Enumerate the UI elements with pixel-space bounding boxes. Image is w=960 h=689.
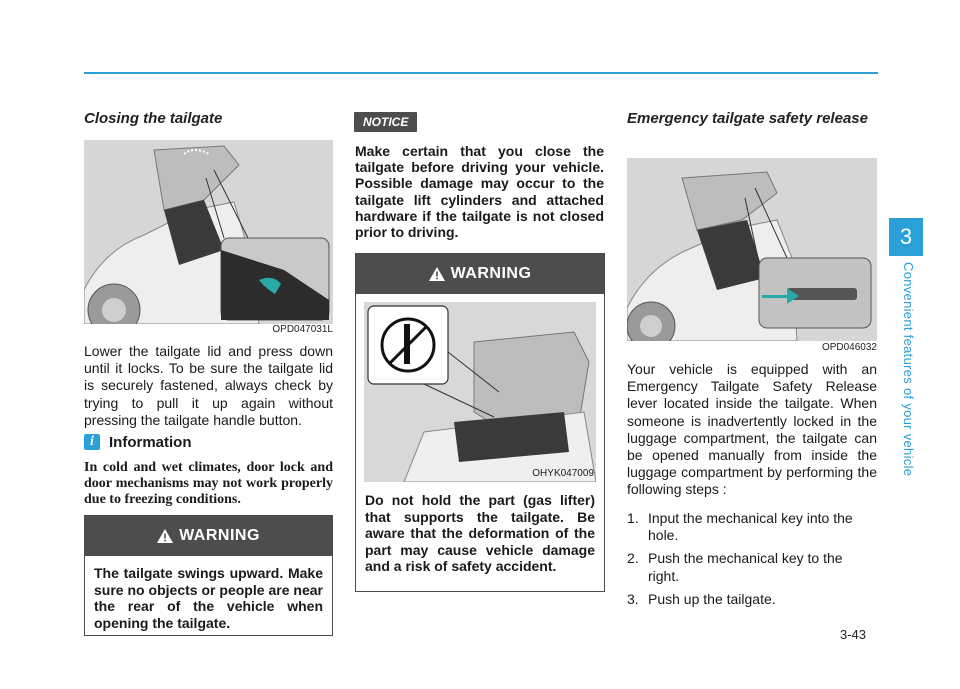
section-heading-closing-tailgate: Closing the tailgate [84, 110, 223, 127]
information-label: Information [109, 434, 192, 451]
figure-gas-lifter [364, 302, 596, 482]
emergency-release-illustration [627, 158, 877, 341]
car-tailgate-illustration [84, 140, 333, 324]
step-item: 1. Input the mechanical key into the hole. [627, 510, 853, 544]
warning-triangle-icon [157, 529, 173, 543]
chapter-number-tab: 3 [889, 218, 923, 256]
closing-tailgate-body: Lower the tailgate lid and press down until it locks. To be sure the tailgate lid is securely fastened, always check by trying to pull it up again without pressing the tailgate handle button. [84, 343, 333, 428]
information-text: In cold and wet climates, door lock and door mechanisms may not work properly due to freezing conditions. [84, 460, 333, 507]
warning-label: WARNING [179, 527, 260, 544]
notice-badge: NOTICE [354, 112, 417, 132]
chapter-title: Convenient features of your vehicle [901, 262, 916, 477]
figure-code-1: OPD047031L [272, 324, 333, 335]
information-icon: i [84, 434, 100, 450]
figure-code-2: OHYK047009 [532, 468, 594, 479]
figure-code-3: OPD046032 [821, 342, 877, 353]
emergency-release-body: Your vehicle is equipped with an Emergency Tailgate Safety Release lever located inside the tailgate. When someone is inadvertently locked in the luggage compartment, the tailgate can be opened manually from inside the luggage compartment by performing the following steps : [627, 361, 877, 498]
top-rule [84, 72, 878, 74]
warning-header [85, 516, 332, 556]
section-heading-emergency-release: Emergency tailgate safety release [627, 110, 868, 127]
step-item: 2. Push the mechanical key to the right. [627, 550, 843, 584]
warning-box-swing [84, 515, 333, 636]
warning-label-2: WARNING [450, 265, 532, 282]
steps-list [627, 510, 877, 614]
step-item: 3. Push up the tailgate. [627, 590, 776, 607]
tailgate-gas-lifter-illustration [364, 302, 596, 482]
warning-header-2 [356, 254, 604, 294]
page-number: 3-43 [840, 627, 867, 642]
warning-text: The tailgate swings upward. Make sure no objects or people are near the rear of the vehicle when opening the tailgate. [94, 565, 323, 631]
notice-text: Make certain that you close the tailgate before driving your vehicle. Possible damage may occur to the tailgate lift cylinders and attached hardware if the tailgate is not closed prior to driving. [355, 143, 604, 241]
warning-text-2: Do not hold the part (gas lifter) that supports the tailgate. Be aware that the deformation of the part may cause vehicle damage and a risk of safety accident. [365, 492, 595, 574]
warning-box-gas-lifter [355, 253, 605, 592]
figure-closing-tailgate [84, 140, 333, 324]
figure-emergency-release [627, 158, 877, 341]
warning-triangle-icon [429, 267, 445, 281]
